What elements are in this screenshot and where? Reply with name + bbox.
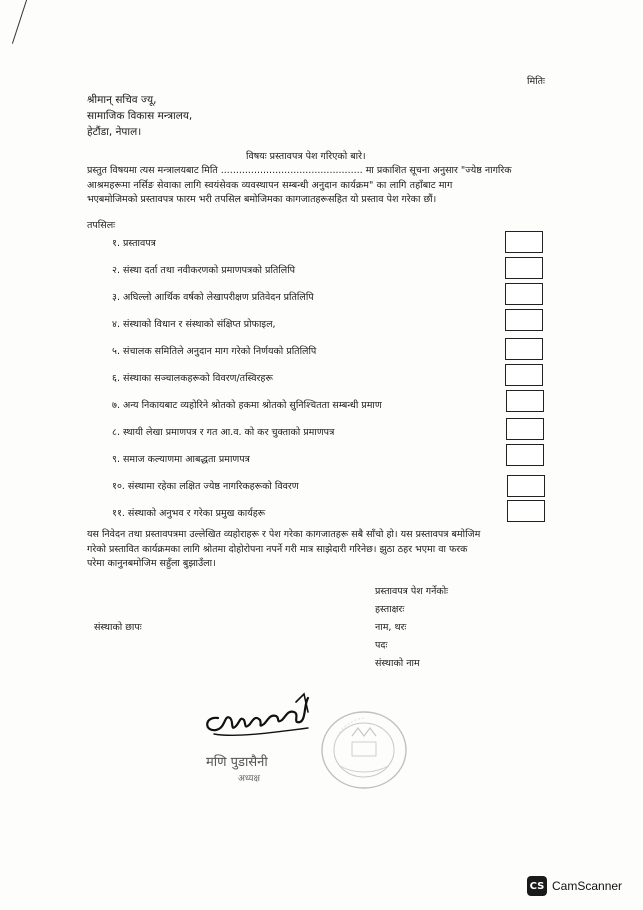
intro-paragraph xyxy=(87,164,557,208)
checklist-checkbox[interactable] xyxy=(505,364,543,386)
declaration-text: यस निवेदन तथा प्रस्तावपत्रमा उल्लेखित व्यहोराहरू र पेश गरेका कागजातहरू सबै साँचो हो। यस प्रस्तावपत्र बमोजिम xyxy=(87,529,481,540)
date-label: मितिः xyxy=(527,76,545,87)
checklist-item: ५. संचालक समितिले अनुदान माग गरेको निर्णयको प्रतिलिपि xyxy=(112,346,317,357)
checklist-item: ७. अन्य निकायबाट व्यहोरिने श्रोतको हकमा श्रोतको सुनिश्चितता सम्बन्धी प्रमाण xyxy=(112,400,382,411)
checklist-checkbox[interactable] xyxy=(506,390,544,412)
signature-caption-name: मणि पुडासैनी xyxy=(206,755,268,770)
intro-text: मा प्रकाशित सूचना अनुसार "ज्येष्ठ नागरिक xyxy=(365,165,512,176)
checklist-checkbox[interactable] xyxy=(505,231,543,253)
stamp-label: संस्थाको छापः xyxy=(94,622,142,633)
page-edge-mark xyxy=(12,0,29,44)
checklist-checkbox[interactable] xyxy=(506,418,544,440)
addressee-line: सामाजिक विकास मन्त्रालय, xyxy=(87,110,193,122)
org-name-field-label: संस्थाको नाम xyxy=(375,658,420,669)
camscanner-label: CamScanner xyxy=(552,879,623,893)
checklist-item: ४. संस्थाको विधान र संस्थाको संक्षिप्त प्रोफाइल, xyxy=(112,319,276,330)
checklist-checkbox[interactable] xyxy=(507,500,545,522)
intro-text: प्रस्तुत विषयमा त्यस मन्त्रालयबाट मिति xyxy=(87,165,218,176)
intro-text: भएबमोजिमको प्रस्तावपत्र फारम भरी तपसिल बमोजिमका कागजातहरूसहित यो प्रस्ताव पेश गरेका छौं। xyxy=(87,194,437,205)
checklist-item: १. प्रस्तावपत्र xyxy=(112,238,156,249)
checklist-item: ६. संस्थाका सञ्चालकहरूको विवरण/तस्विरहरू xyxy=(112,373,273,384)
signatory-block xyxy=(375,583,448,673)
addressee-line: श्रीमान् सचिव ज्यू, xyxy=(87,94,157,106)
checklist-item: १०. संस्थामा रहेका लक्षित ज्येष्ठ नागरिकहरूको विवरण xyxy=(112,481,299,492)
addressee-line: हेटौंडा, नेपाल। xyxy=(87,126,142,138)
position-field-label: पदः xyxy=(375,640,388,651)
checklist-checkbox[interactable] xyxy=(505,283,543,305)
camscanner-logo-icon: CS xyxy=(527,876,547,896)
checklist-checkbox[interactable] xyxy=(506,444,544,466)
name-field-label: नाम, थरः xyxy=(375,622,407,633)
intro-date-blank: ............................................... xyxy=(220,165,363,176)
checklist-checkbox[interactable] xyxy=(507,475,545,497)
checklist-checkbox[interactable] xyxy=(505,257,543,279)
signatory-heading: प्रस्तावपत्र पेश गर्नेकोः xyxy=(375,586,449,597)
organization-seal-icon xyxy=(318,706,410,792)
declaration-paragraph xyxy=(87,528,557,572)
checklist-checkbox[interactable] xyxy=(505,338,543,360)
checklist-item: ९. समाज कल्याणमा आबद्धता प्रमाणपत्र xyxy=(112,454,250,465)
checklist-item: ११. संस्थाको अनुभव र गरेका प्रमुख कार्यहरू xyxy=(112,508,266,519)
checklist-checkbox[interactable] xyxy=(505,309,543,331)
declaration-text: परेमा कानुनबमोजिम सहुँला बुझाउँला। xyxy=(87,558,216,569)
subject-line: विषयः प्रस्तावपत्र पेश गरिएको बारे। xyxy=(246,151,366,162)
tapsil-heading: तपसिलः xyxy=(87,220,116,231)
signature-field-label: हस्ताक्षरः xyxy=(375,604,405,615)
addressee-block xyxy=(87,92,192,140)
signature-caption-title: अध्यक्ष xyxy=(238,774,260,784)
declaration-text: गरेको प्रस्तावित कार्यक्रमका लागि श्रोतमा दोहोरोपना नपर्ने गरी मात्र साझेदारी गरिनेछ। झुठा ठहर भएमा वा फरक xyxy=(87,543,468,555)
intro-text: आश्रमहरूमा नर्सिङ सेवाका लागि स्वयंसेवक व्यवस्थापन सम्बन्धी अनुदान कार्यक्रम" का लागि तहाँबाट माग xyxy=(87,179,453,191)
camscanner-watermark xyxy=(527,876,622,896)
checklist-item: ८. स्थायी लेखा प्रमाणपत्र र गत आ.व. को कर चुक्ताको प्रमाणपत्र xyxy=(112,427,335,438)
checklist-item: २. संस्था दर्ता तथा नवीकरणको प्रमाणपत्रको प्रतिलिपि xyxy=(112,265,296,276)
checklist-item: ३. अघिल्लो आर्थिक वर्षको लेखापरीक्षण प्रतिवेदन प्रतिलिपि xyxy=(112,292,314,303)
